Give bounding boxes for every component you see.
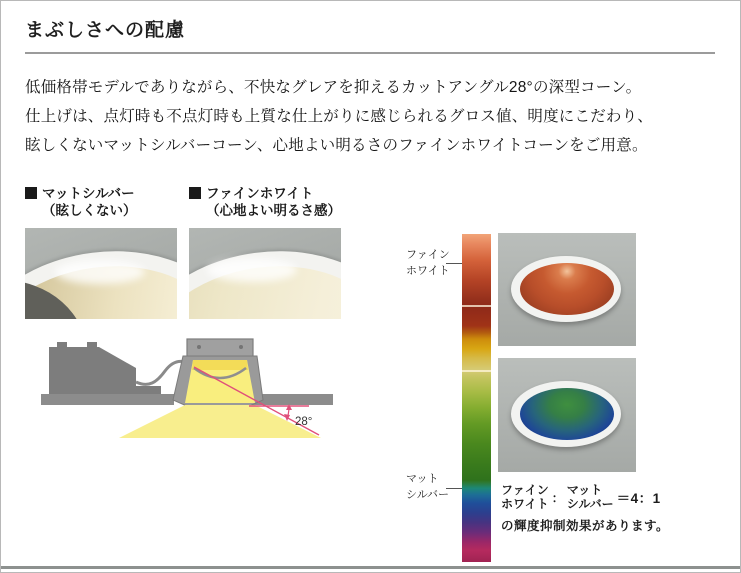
- intro-line-3: 眩しくないマットシルバーコーン、心地よい明るさのファインホワイトコーンをご用意。: [25, 137, 648, 154]
- cut-angle-diagram: [31, 337, 341, 449]
- luminance-photo-matt-silver: [498, 358, 636, 472]
- black-square-icon: [25, 187, 37, 199]
- lamp-highlight: [207, 258, 297, 282]
- matt-silver-photo: [25, 228, 177, 319]
- black-square-icon: [189, 187, 201, 199]
- lamp-highlight: [55, 260, 145, 284]
- ratio-expression: [501, 483, 711, 511]
- page-title: まぶしさへの配慮: [25, 20, 186, 41]
- pointer-line: [446, 263, 462, 264]
- caption-note: の輝度抑制効果があります。: [501, 519, 670, 533]
- luminance-ratio-caption: [501, 483, 711, 534]
- ceiling-left: [41, 394, 174, 405]
- label-matt-silver: [25, 185, 137, 219]
- luminance-photo-fine-white: [498, 233, 636, 346]
- intro-paragraph: [25, 73, 727, 160]
- title-underline: [25, 52, 715, 54]
- pointer-line: [446, 488, 462, 489]
- label-fine-white: [189, 185, 341, 219]
- fine-white-photo: [189, 228, 341, 319]
- luminance-map: [520, 263, 614, 315]
- scale-label-fine-white: ファイン ホワイト: [406, 249, 450, 277]
- luminance-map: [520, 388, 614, 440]
- fine-white-note: （心地よい明るさ感）: [206, 203, 341, 218]
- scale-divider: [462, 305, 491, 307]
- ratio-value: ＝4：1: [616, 491, 661, 506]
- scale-label-matt-silver: マット シルバー: [406, 473, 449, 501]
- page-bottom-rule: [1, 566, 741, 569]
- intro-line-1: 低価格帯モデルでありながら、不快なグレアを抑えるカットアングル28°の深型コーン。: [25, 79, 642, 96]
- driver-box: [49, 342, 161, 394]
- luminance-scale-bar: [462, 234, 491, 562]
- fraction-matt-silver: マット シルバー: [566, 483, 614, 511]
- lamp-zone: [192, 360, 248, 370]
- matt-silver-note: （眩しくない）: [42, 203, 137, 218]
- ratio-colon: ：: [551, 490, 564, 505]
- angle-value: 28°: [295, 416, 313, 428]
- intro-line-2: 仕上げは、点灯時も不点灯時も上質な仕上がりに感じられるグロス値、明度にこだわり、: [25, 108, 654, 125]
- fine-white-label: ファインホワイト: [206, 186, 314, 201]
- matt-silver-label: マットシルバー: [42, 186, 135, 201]
- fixture-housing: [187, 339, 253, 357]
- fraction-fine-white: ファイン ホワイト: [501, 483, 549, 511]
- scale-divider: [462, 370, 491, 372]
